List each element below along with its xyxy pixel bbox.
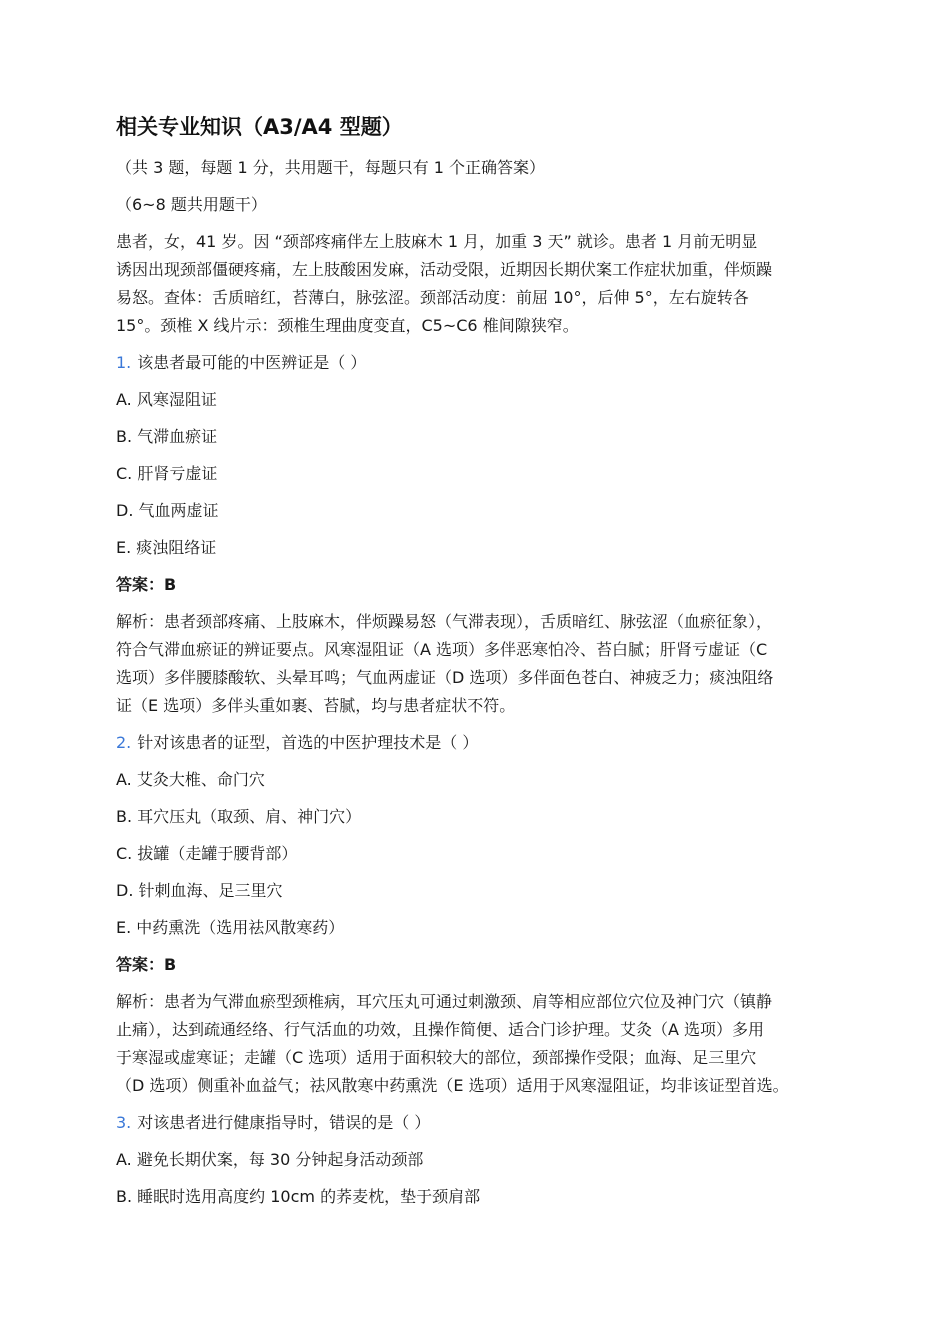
section-title: 相关专业知识（A3/A4 型题） (116, 115, 403, 139)
answer-label: 答案： (116, 575, 165, 594)
analysis-line: 证（E 选项）多伴头重如裹、苔腻，均与患者症状不符。 (116, 696, 516, 715)
question-2-stem-row (116, 729, 846, 757)
analysis-line: 止痛），达到疏通经络、行气活血的功效，且操作简便、适合门诊护理。艾灸（A 选项）多用 (116, 1020, 765, 1039)
question-stem: 针对该患者的证型，首选的中医护理技术是（ ） (137, 733, 479, 752)
question-1-stem-row (116, 349, 846, 377)
question-number: 3. (116, 1113, 132, 1132)
question-stem: 对该患者进行健康指导时，错误的是（ ） (137, 1113, 431, 1132)
option-c: C. 拔罐（走罐于腰背部） (116, 844, 298, 863)
analysis-line: （D 选项）侧重补血益气；祛风散寒中药熏洗（E 选项）适用于风寒湿阻证，均非该证型首选。 (116, 1076, 789, 1095)
question-number: 2. (116, 733, 132, 752)
analysis (116, 608, 846, 720)
answer-value: B (164, 955, 177, 974)
answer-row (116, 951, 846, 979)
option-a: A. 艾灸大椎、命门穴 (116, 770, 265, 789)
analysis (116, 988, 846, 1100)
case-line: 诱因出现颈部僵硬疼痛，左上肢酸困发麻，活动受限，近期因长期伏案工作症状加重，伴烦躁 (116, 260, 773, 279)
analysis-line: 符合气滞血瘀证的辨证要点。风寒湿阻证（A 选项）多伴恶寒怕冷、苔白腻；肝肾亏虚证（C (116, 640, 768, 659)
case-description (116, 228, 846, 340)
analysis-line: 于寒湿或虚寒证；走罐（C 选项）适用于面积较大的部位，颈部操作受限；血海、足三里穴 (116, 1048, 757, 1067)
question-number: 1. (116, 353, 132, 372)
option-a: A. 避免长期伏案，每 30 分钟起身活动颈部 (116, 1150, 424, 1169)
answer-value: B (164, 575, 177, 594)
question-stem: 该患者最可能的中医辨证是（ ） (137, 353, 367, 372)
answer-label: 答案： (116, 955, 165, 974)
case-line: 患者，女，41 岁。因 “颈部疼痛伴左上肢麻木 1 月，加重 3 天” 就诊。患者 1 月前无明显 (116, 232, 758, 251)
option-c: C. 肝肾亏虚证 (116, 464, 218, 483)
shared-stem-label: （6~8 题共用题干） (116, 195, 267, 214)
option-b: B. 气滞血瘀证 (116, 427, 218, 446)
document-page (116, 112, 846, 1220)
option-b: B. 睡眠时选用高度约 10cm 的荞麦枕，垫于颈肩部 (116, 1187, 481, 1206)
option-d: D. 气血两虚证 (116, 501, 219, 520)
analysis-line: 选项）多伴腰膝酸软、头晕耳鸣；气血两虚证（D 选项）多伴面色苍白、神疲乏力；痰浊阻络 (116, 668, 774, 687)
question-3-stem-row (116, 1109, 846, 1137)
case-line: 15°。颈椎 X 线片示：颈椎生理曲度变直，C5~C6 椎间隙狭窄。 (116, 316, 579, 335)
case-line: 易怒。查体：舌质暗红，苔薄白，脉弦涩。颈部活动度：前屈 10°，后伸 5°，左右旋转各 (116, 288, 749, 307)
option-b: B. 耳穴压丸（取颈、肩、神门穴） (116, 807, 362, 826)
analysis-line: 解析：患者为气滞血瘀型颈椎病，耳穴压丸可通过刺激颈、肩等相应部位穴位及神门穴（镇静 (116, 992, 773, 1011)
option-d: D. 针刺血海、足三里穴 (116, 881, 283, 900)
section-note: （共 3 题，每题 1 分，共用题干，每题只有 1 个正确答案） (116, 158, 546, 177)
option-e: E. 痰浊阻络证 (116, 538, 217, 557)
answer-row (116, 571, 846, 599)
analysis-line: 解析：患者颈部疼痛、上肢麻木，伴烦躁易怒（气滞表现），舌质暗红、脉弦涩（血瘀征象）， (116, 612, 773, 631)
option-a: A. 风寒湿阻证 (116, 390, 217, 409)
option-e: E. 中药熏洗（选用祛风散寒药） (116, 918, 345, 937)
